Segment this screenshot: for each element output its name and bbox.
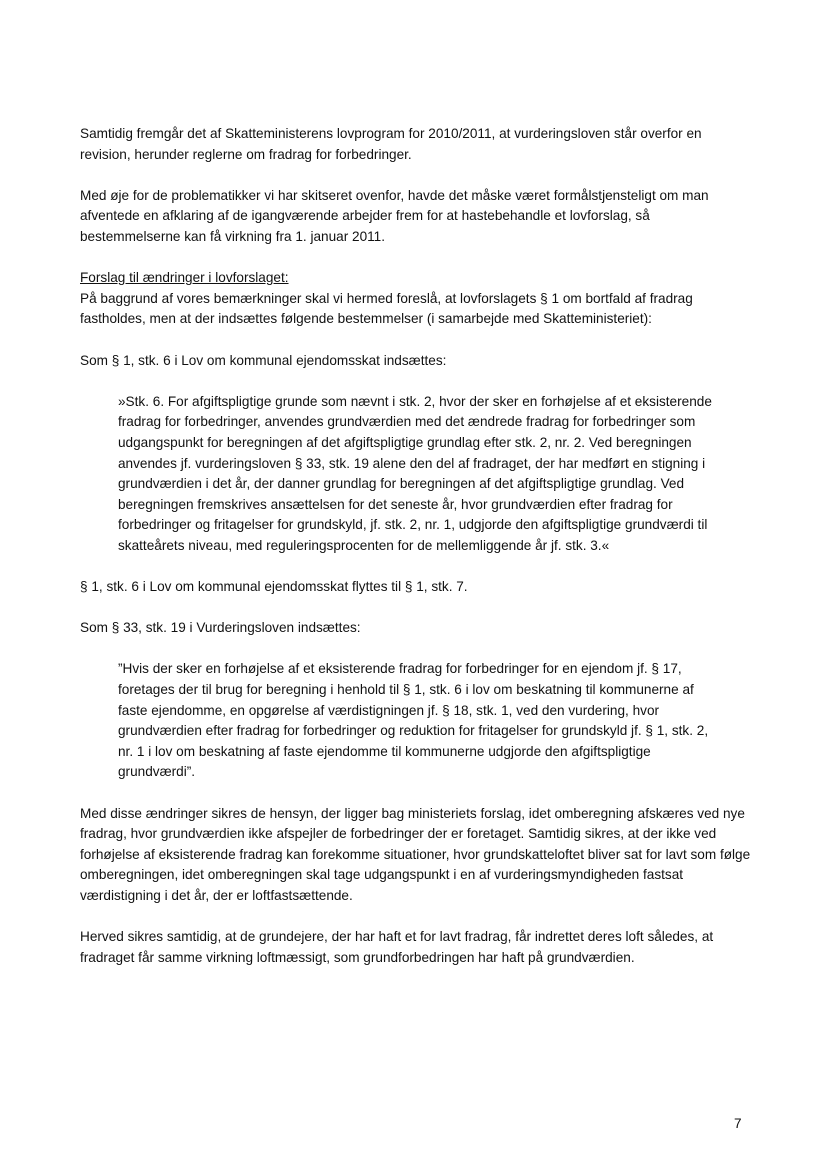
insert-2-label: Som § 33, stk. 19 i Vurderingsloven indsættes: [80,620,361,636]
conclusion-paragraph-2: Herved sikres samtidig, at de grundejere, der har haft et for lavt fradrag, får indrettet deres loft således, at fradraget får samme virkning loftmæssigt, som grundforbedringen har haft på grundværdien. [80,929,714,965]
paragraph-problematikker: Med øje for de problematikker vi har skitseret ovenfor, havde det måske været formålstjensteligt om man afventede en afklaring af de igangværende arbejder frem for at hastebehandle et lovforslag, så bestemmelserne kan få virkning fra 1. januar 2011. [80,187,709,244]
insert-2-quote: ”Hvis der sker en forhøjelse af et eksisterende fradrag for forbedringer for en ejendom jf. § 17, foretages der til brug for beregning i henhold til § 1, stk. 6 i lov om beskatning til kommunerne af faste ejendomme, en opgørelse af værdistigningen jf. § 18, stk. 1, ved den vurdering, hvor grundværdien efter fradrag for forbedringer og reduktion for fritagelser for grundskyld jf. § 1, stk. 2, nr. 1 i lov om beskatning af faste ejendomme til kommunerne udgjorde den afgiftspligtige grundværdi”. [118,661,709,780]
page-number: 7 [734,1116,742,1131]
section-intro: På baggrund af vores bemærkninger skal vi hermed foreslå, at lovforslagets § 1 om bortfald af fradrag fastholdes, men at der indsættes følgende bestemmelser (i samarbejde med Skatteministeriet): [80,290,693,327]
section-proposal [80,268,752,330]
insert-1-quote: »Stk. 6. For afgiftspligtige grunde som nævnt i stk. 2, hvor der sker en forhøjelse af et eksisterende fradrag for forbedringer, anvendes grundværdien med det ændrede fradrag for forbedringer som udgangspunkt for beregningen af det afgiftspligtige grundlag efter stk. 2, nr. 2. Ved beregningen anvendes jf. vurderingsloven § 33, stk. 19 alene den del af fradraget, der har medført en stigning i grundværdien i det år, der danner grundlag for beregningen af det afgiftspligtige grundlag. Ved beregningen fremskrives ansættelsen for det seneste år, hvor grundværdien efter fradrag for forbedringer og fritagelser for grundskyld, jf. stk. 2, nr. 1, udgjorde den afgiftspligtige grundværdi til skatteårets niveau, med reguleringsprocenten for de mellemliggende år jf. stk. 3.« [118,393,712,553]
move-note: § 1, stk. 6 i Lov om kommunal ejendomsskat flyttes til § 1, stk. 7. [80,579,468,595]
paragraph-lovprogram: Samtidig fremgår det af Skatteministerens lovprogram for 2010/2011, at vurderingsloven står overfor en revision, herunder reglerne om fradrag for forbedringer. [80,126,702,162]
section-heading: Forslag til ændringer i lovforslaget: [80,270,289,286]
conclusion-paragraph-1: Med disse ændringer sikres de hensyn, der ligger bag ministeriets forslag, idet omberegning afskæres ved nye fradrag, hvor grundværdien ikke afspejler de forbedringer der er foretaget. Samtidig sikres, at der ikke ved forhøjelse af eksisterende fradrag kan forekomme situationer, hvor grundskatteloftet bliver sat for lavt som følge omberegningen, idet omberegningen skal tage udgangspunkt i en af vurderingsmyndigheden fastsat værdistigning i det år, der er loftfastsættende. [80,805,751,903]
document-body [80,124,752,989]
insert-1-label: Som § 1, stk. 6 i Lov om kommunal ejendomsskat indsættes: [80,352,447,368]
